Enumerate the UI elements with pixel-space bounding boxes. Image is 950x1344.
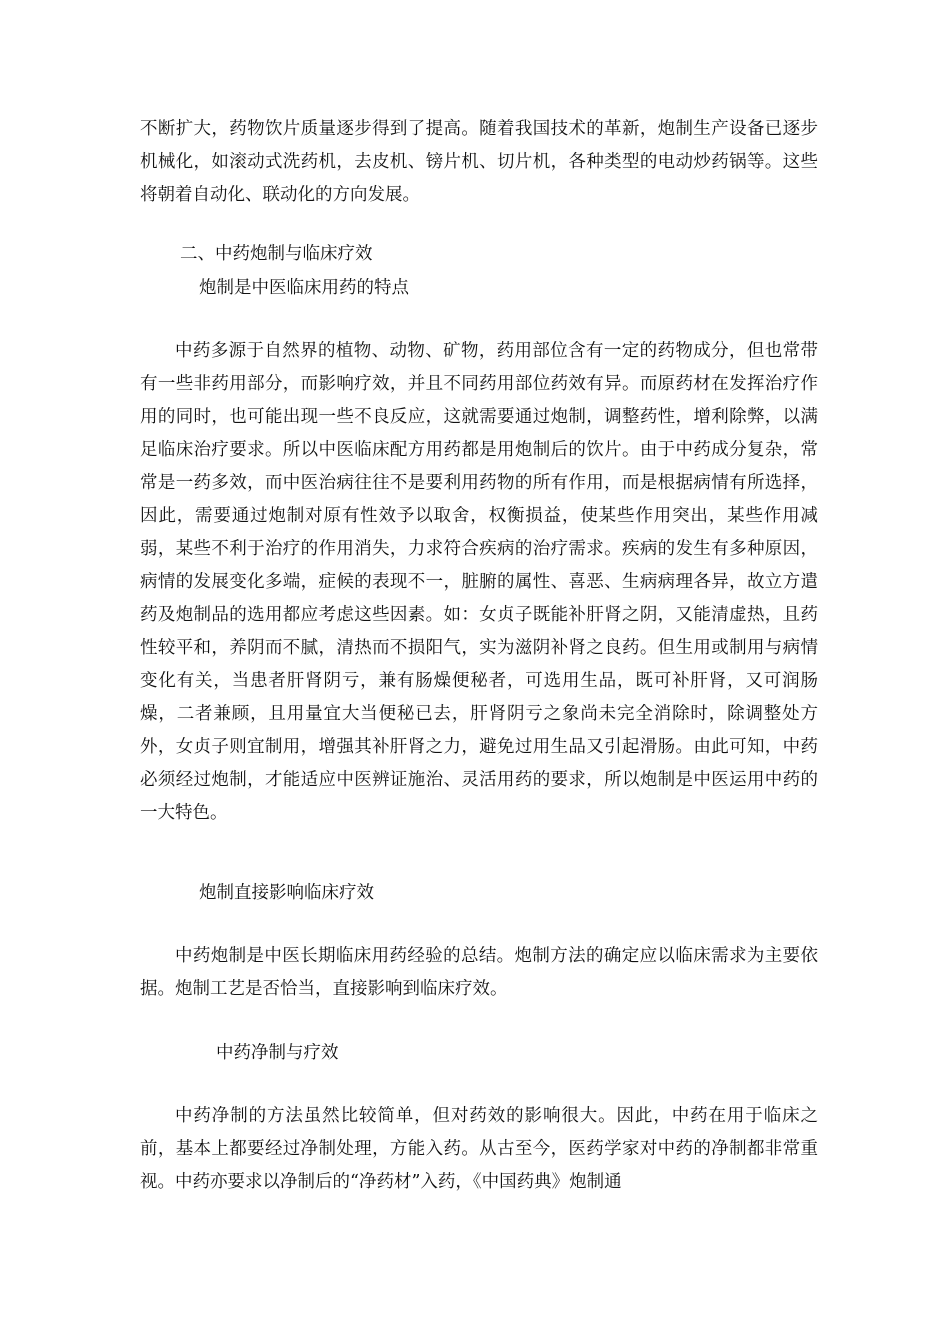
paragraph-purification: 中药净制的方法虽然比较简单，但对药效的影响很大。因此，中药在用于临床之前，基本上都要经过净制处理，方能入药。从古至今，医药学家对中药的净制都非常重视。中药亦要求以净制后的“净药材”入药，《中国药典》炮制通 — [140, 1106, 818, 1192]
paragraph-processing-characteristic: 中药多源于自然界的植物、动物、矿物，药用部位含有一定的药物成分，但也常带有一些非药用部分，而影响疗效，并且不同药用部位药效有异。而原药材在发挥治疗作用的同时，也可能出现一些不良反应，这就需要通过炮制，调整药性，增利除弊，以满足临床治疗要求。所以中医临床配方用药都是用炮制后的饮片。由于中药成分复杂，常常是一药多效，而中医治病往往不是要利用药物的所有作用，而是根据病情有所选择，因此，需要通过炮制对原有性效予以取舍，权衡损益，使某些作用突出，某些作用减弱，某些不利于治疗的作用消失，力求符合疾病的治疗需求。疾病的发生有多种原因，病情的发展变化多端，症候的表现不一，脏腑的属性、喜恶、生病病理各异，故立方遣药及炮制品的选用都应考虑这些因素。如：女贞子既能补肝肾之阴，又能清虚热，且药性较平和，养阴而不腻，清热而不损阳气，实为滋阴补肾之良药。但生用或制用与病情变化有关，当患者肝肾阴亏，兼有肠燥便秘者，可选用生品，既可补肝肾，又可润肠燥，二者兼顾，且用量宜大当便秘已去，肝肾阴亏之象尚未完全消除时，除调整处方外，女贞子则宜制用，增强其补肝肾之力，避免过用生品又引起滑肠。由此可知，中药必须经过炮制，才能适应中医辨证施治、灵活用药的要求，所以炮制是中医运用中药的一大特色。 — [140, 341, 818, 823]
paragraph-intro-continuation: 不断扩大，药物饮片质量逐步得到了提高。随着我国技术的革新，炮制生产设备已逐步机械化，如滚动式洗药机，去皮机、镑片机、切片机，各种类型的电动炒药锅等。这些将朝着自动化、联动化的方向发展。 — [140, 119, 818, 205]
subheading-processing-effect: 炮制直接影响临床疗效 — [199, 883, 374, 903]
subheading-processing-characteristic: 炮制是中医临床用药的特点 — [199, 278, 409, 298]
subheading-purification: 中药净制与疗效 — [216, 1043, 339, 1063]
section-heading-2: 二、中药炮制与临床疗效 — [180, 244, 373, 264]
paragraph-processing-effect: 中药炮制是中医长期临床用药经验的总结。炮制方法的确定应以临床需求为主要依据。炮制工艺是否恰当，直接影响到临床疗效。 — [140, 946, 818, 999]
